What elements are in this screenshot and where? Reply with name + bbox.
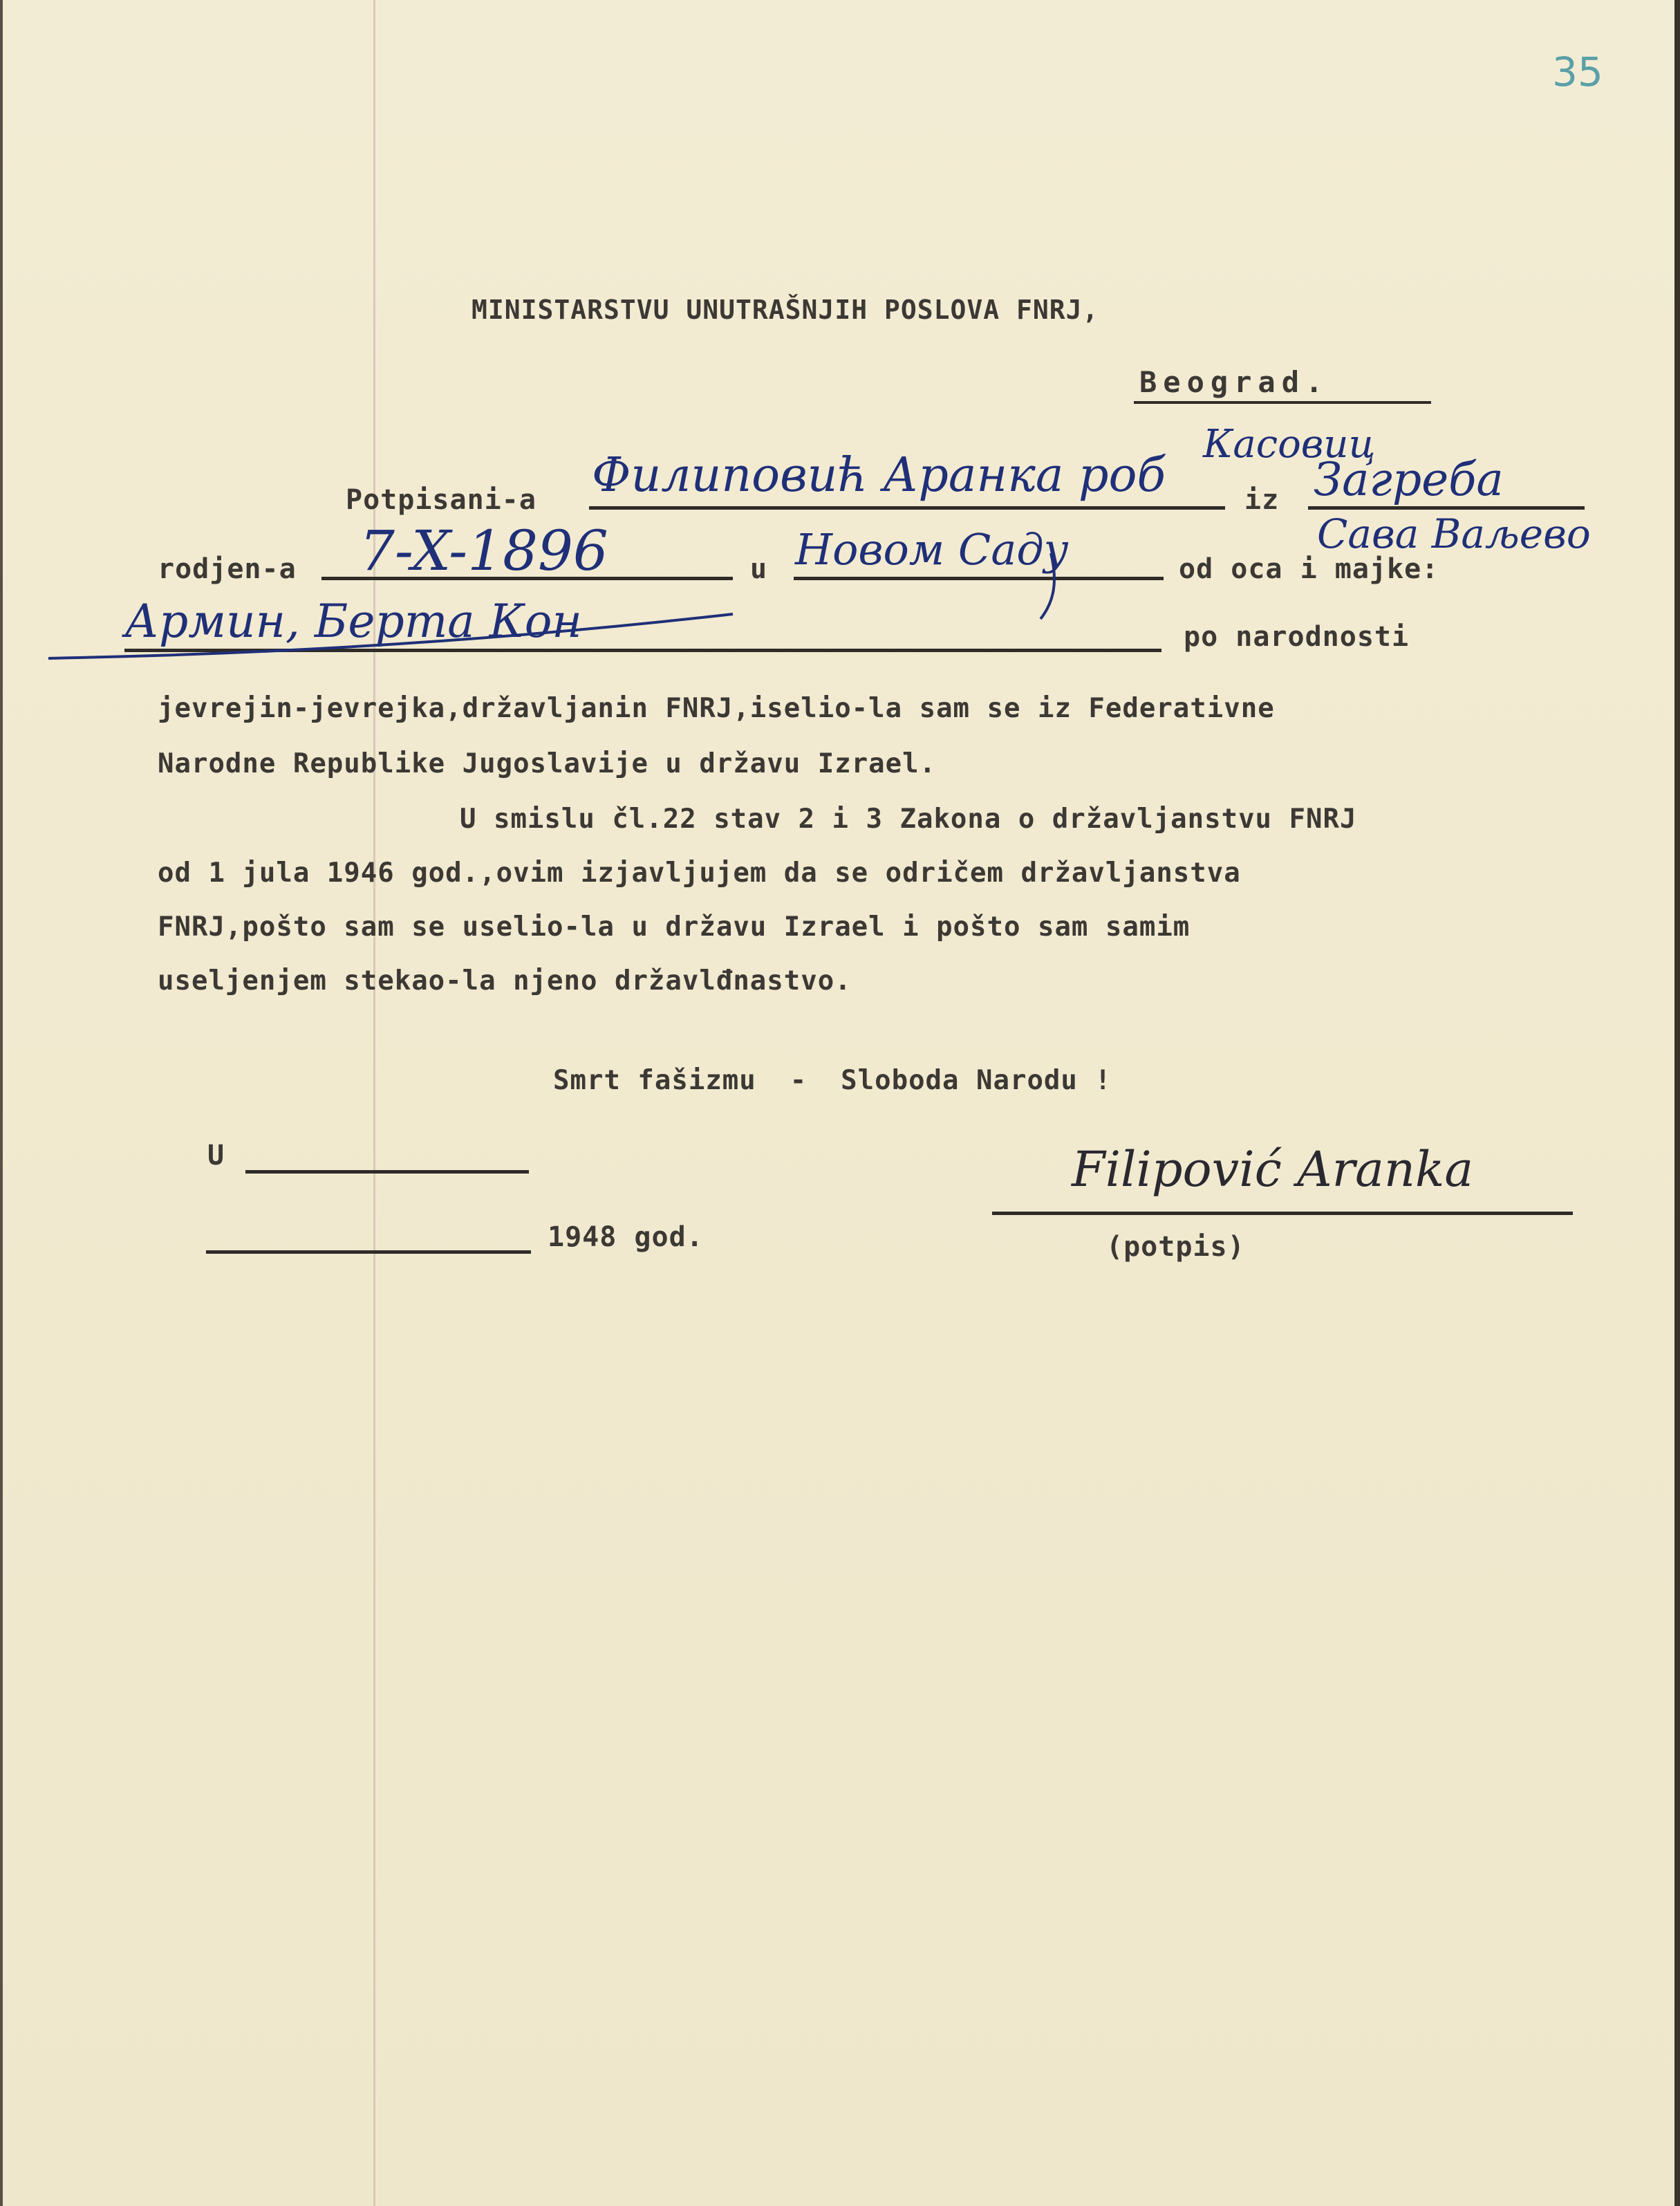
year-label: 1948 god. (548, 1221, 704, 1253)
handwritten-from-place: Загреба (1314, 453, 1504, 506)
pen-stroke-parents-continuation (48, 614, 733, 658)
handwritten-name: Филиповић Аранка роб (592, 448, 1166, 503)
signature-caption: (potpis) (1106, 1231, 1245, 1263)
page-number: 35 (1552, 48, 1603, 95)
body-line-4: od 1 jula 1946 god.,ovim izjavljujem da se odričem državljanstva (158, 858, 1241, 889)
label-parents: od oca i majke: (1179, 553, 1439, 585)
handwritten-birth-place: Новом Саду (795, 524, 1069, 575)
label-signed: Potpisani-a (346, 484, 536, 516)
pen-stroke-birthplace-tail (1040, 553, 1054, 619)
slogan: Smrt fašizmu - Sloboda Narodu ! (553, 1065, 1112, 1096)
handwritten-from-place-addition: Сава Ваљево (1317, 510, 1591, 557)
label-in: u (750, 553, 768, 585)
body-line-3: U smislu čl.22 stav 2 i 3 Zakona o državljanstvu FNRJ (460, 804, 1357, 835)
city: Beograd. (1139, 365, 1329, 399)
label-from: iz (1244, 484, 1280, 516)
body-line-5: FNRJ,pošto sam se uselio-la u državu Izrael i pošto sam samim (158, 911, 1191, 943)
label-born: rodjen-a (158, 553, 297, 585)
place-prefix: U (207, 1140, 225, 1171)
handwritten-parents: Армин, Берта Кон (124, 595, 582, 648)
signature: Filipović Aranka (1072, 1141, 1474, 1198)
addressee: MINISTARSTVU UNUTRAŠNJIH POSLOVA FNRJ, (472, 295, 1099, 325)
handwritten-name-addition: Касовиц (1203, 422, 1376, 467)
handwritten-birth-date: 7-X-1896 (360, 519, 608, 583)
body-line-1: jevrejin-jevrejka,državljanin FNRJ,iselio-la sam se iz Federativne (158, 693, 1275, 724)
label-nationality: po narodnosti (1184, 621, 1410, 653)
body-line-2: Narodne Republike Jugoslavije u državu Izrael. (158, 748, 937, 779)
body-line-6: useljenjem stekao-la njeno državlđnastvo. (158, 965, 852, 997)
